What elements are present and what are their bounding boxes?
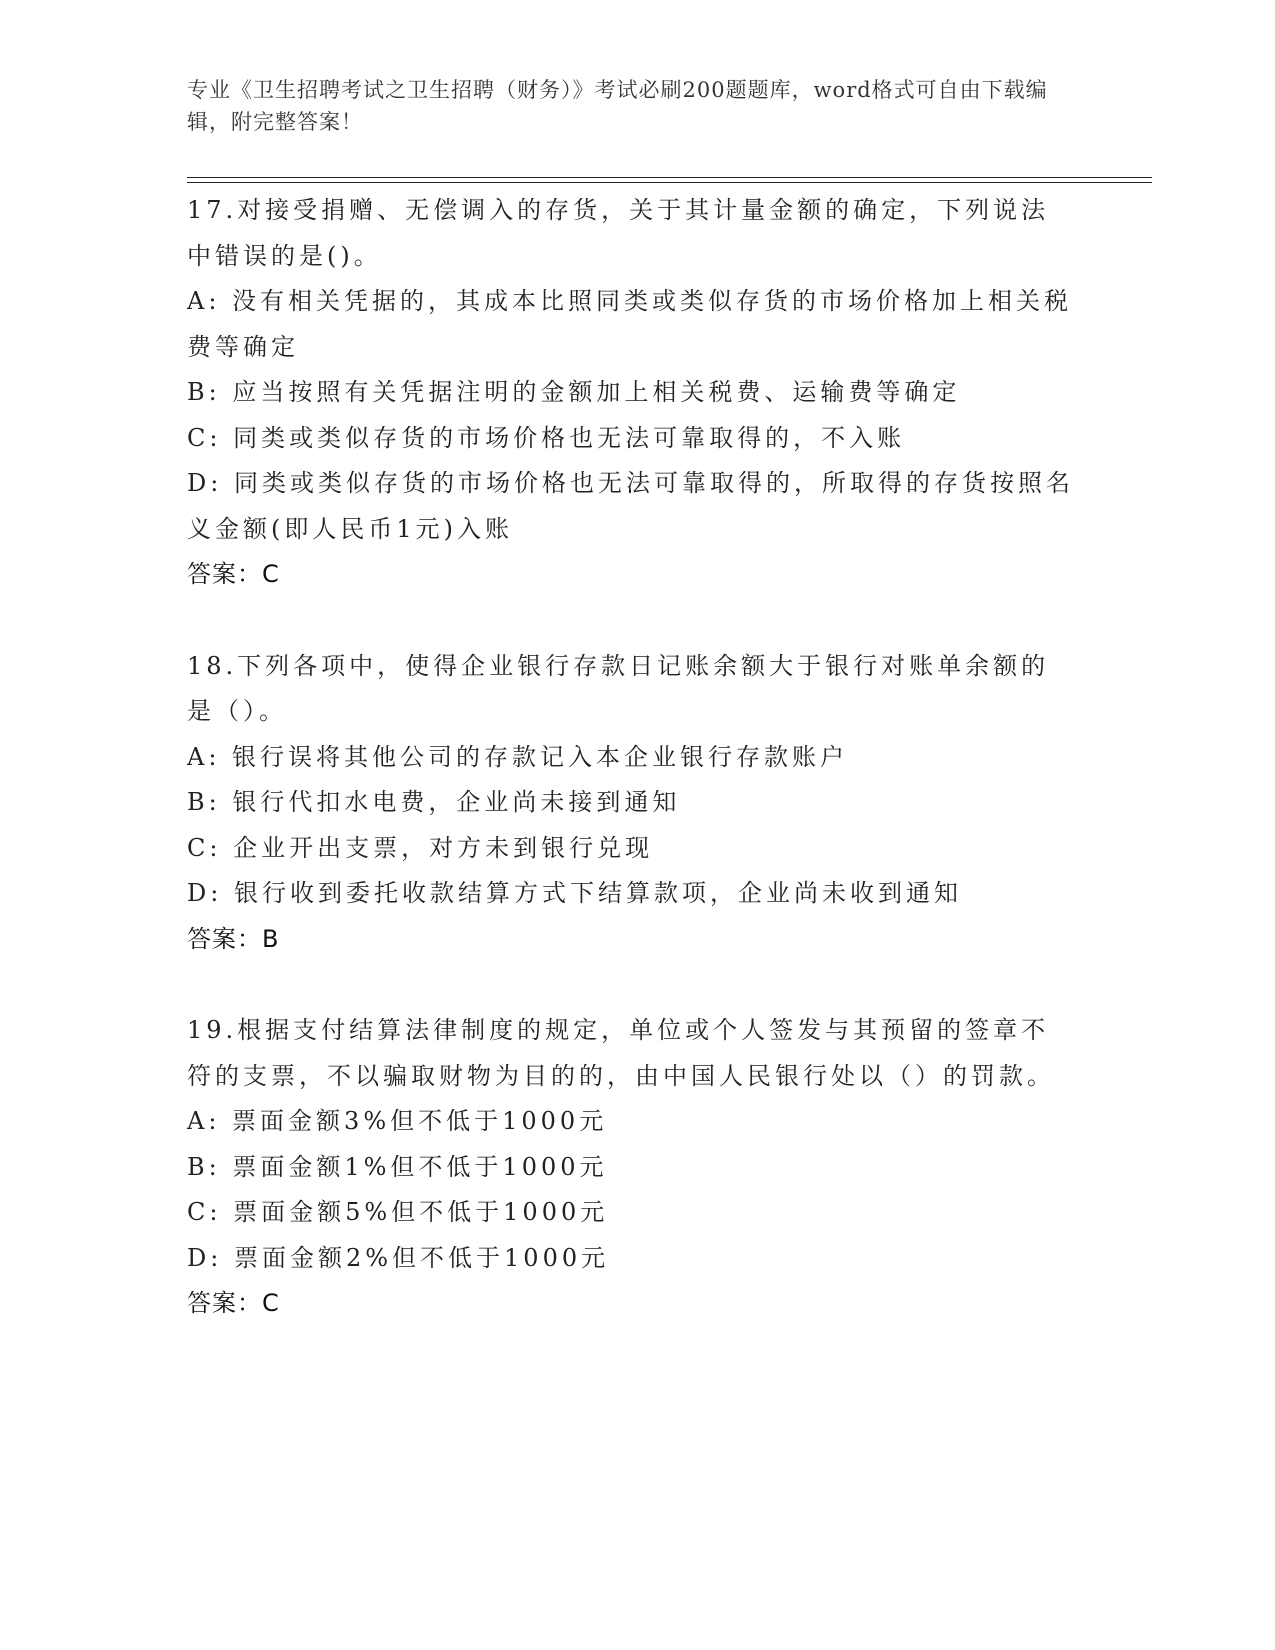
question-stem: 19.根据支付结算法律制度的规定，单位或个人签发与其预留的签章不符的支票，不以骗取财物为目的的，由中国人民银行处以（）的罚款。: [187, 1016, 1055, 1090]
answer-line: 答案：C: [187, 560, 280, 588]
answer-line: 答案：C: [187, 1289, 280, 1317]
option-b: B: 票面金额1%但不低于1000元: [187, 1152, 608, 1181]
option-c: C: 同类或类似存货的市场价格也无法可靠取得的，不入账: [187, 423, 906, 452]
question-item: [187, 644, 1087, 963]
header-description: 专业《卫生招聘考试之卫生招聘（财务）》考试必刷200题题库，word格式可自由下载编辑，附完整答案！: [187, 78, 1048, 134]
question-stem: 17.对接受捐赠、无偿调入的存货，关于其计量金额的确定，下列说法中错误的是()。: [187, 196, 1050, 270]
option-d: D: 同类或类似存货的市场价格也无法可靠取得的，所取得的存货按照名义金额(即人民币1元)入账: [187, 469, 1074, 543]
option-d: D: 票面金额2%但不低于1000元: [187, 1243, 610, 1272]
option-a: A: 票面金额3%但不低于1000元: [187, 1107, 608, 1135]
option-b: B: 银行代扣水电费，企业尚未接到通知: [187, 788, 681, 816]
option-a: A: 没有相关凭据的，其成本比照同类或类似存货的市场价格加上相关税费等确定: [187, 287, 1073, 361]
question-list: [187, 188, 1087, 1373]
question-item: [187, 188, 1087, 598]
option-a: A: 银行误将其他公司的存款记入本企业银行存款账户: [187, 742, 849, 771]
question-item: [187, 1008, 1087, 1327]
option-c: C: 票面金额5%但不低于1000元: [187, 1198, 609, 1226]
option-d: D: 银行收到委托收款结算方式下结算款项，企业尚未收到通知: [187, 879, 962, 907]
option-b: B: 应当按照有关凭据注明的金额加上相关税费、运输费等确定: [187, 378, 961, 406]
answer-line: 答案：B: [187, 924, 280, 953]
header-divider: [187, 177, 1152, 183]
option-c: C: 企业开出支票，对方未到银行兑现: [187, 833, 654, 862]
question-stem: 18.下列各项中，使得企业银行存款日记账余额大于银行对账单余额的是（）。: [187, 651, 1050, 725]
